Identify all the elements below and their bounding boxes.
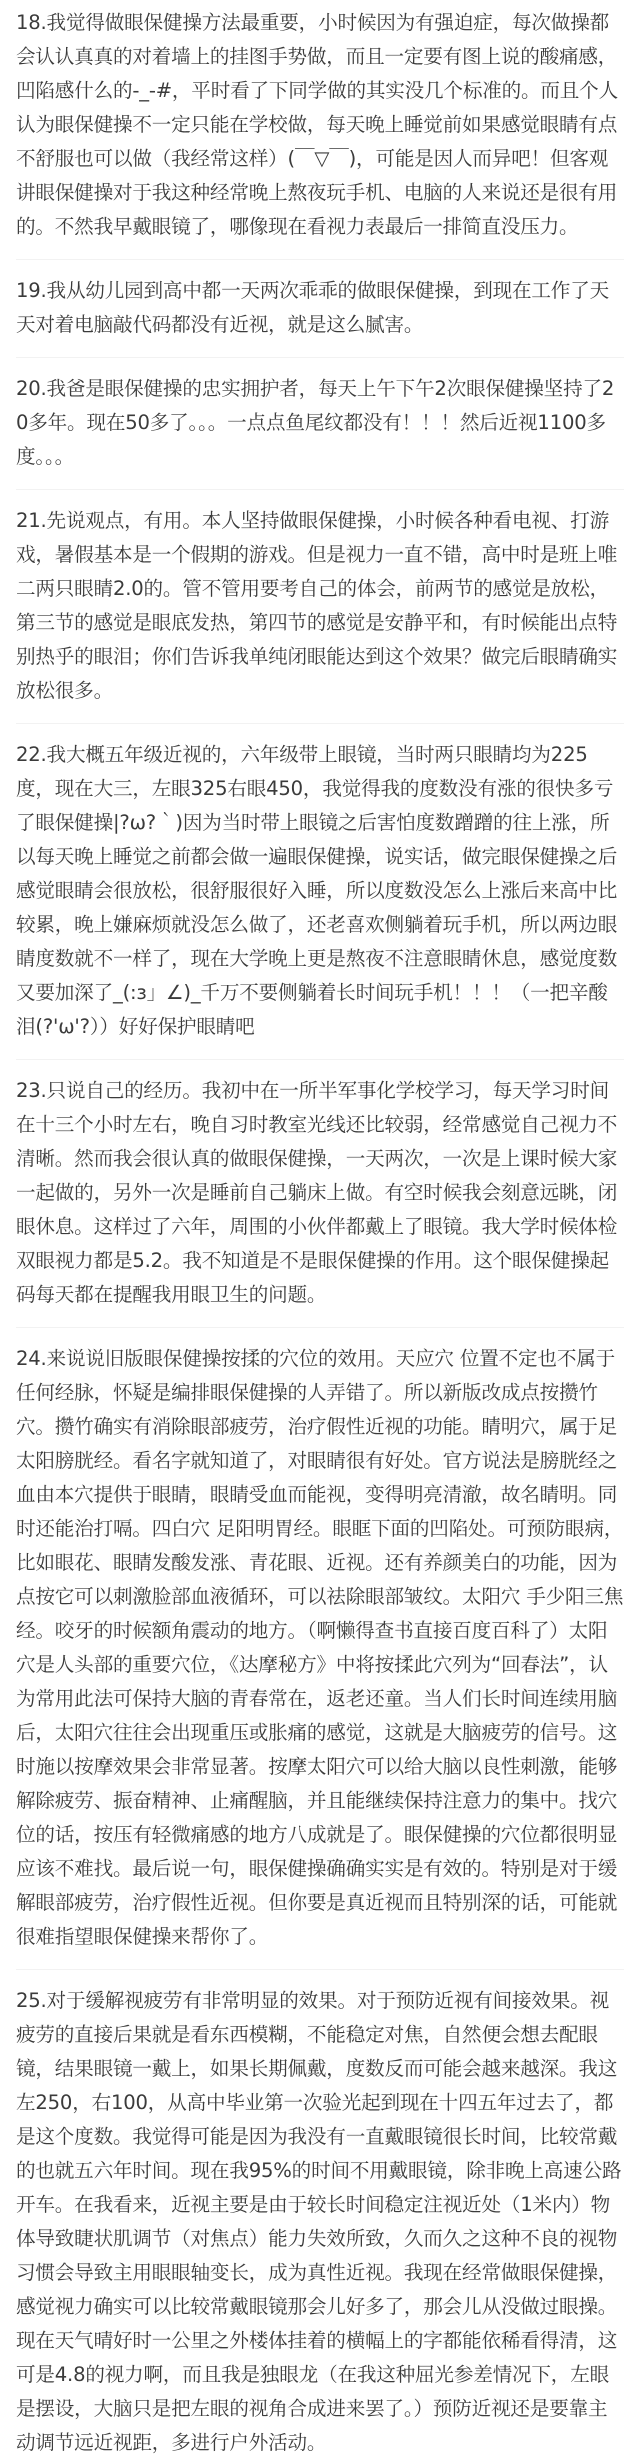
divider bbox=[16, 489, 624, 490]
comment-text: 18.我觉得做眼保健操方法最重要，小时候因为有强迫症，每次做操都会认认真真的对着墙上的挂图手势做，而且一定要有图上说的酸痛感，凹陷感什么的-_-#，平时看了下同学做的其实没几个标准的。而且个人认为眼保健操不一定只能在学校做，每天晚上睡觉前如果感觉眼睛有点不舒服也可以做（我经常这样）(￣▽￣)，可能是因人而异吧！但客观讲眼保健操对于我这种经常晚上熬夜玩手机、电脑的人来说还是很有用的。不然我早戴眼镜了，哪像现在看视力表最后一排简直没压力。 bbox=[16, 11, 618, 238]
divider bbox=[16, 1969, 624, 1970]
comment-text: 22.我大概五年级近视的，六年级带上眼镜，当时两只眼睛均为225度，现在大三，左眼325右眼450，我觉得我的度数没有涨的很快多亏了眼保健操|?ω?｀)因为当时带上眼镜之后害怕度数蹭蹭的往上涨，所以每天晚上睡觉之前都会做一遍眼保健操，说实话，做完眼保健操之后感觉眼睛会很放松，很舒服很好入睡，所以度数没怎么上涨后来高中比较累，晚上嫌麻烦就没怎么做了，还老喜欢侧躺着玩手机，所以两边眼睛度数就不一样了，现在大学晚上更是熬夜不注意眼睛休息，感觉度数又要加深了_(:з」∠)_千万不要侧躺着长时间玩手机！！！（一把辛酸泪(?'ω'?））好好保护眼睛吧 bbox=[16, 743, 618, 1038]
comment-item-19 bbox=[16, 274, 624, 342]
divider bbox=[16, 723, 624, 724]
comment-item-25 bbox=[16, 1984, 624, 2460]
comment-item-24 bbox=[16, 1342, 624, 1954]
comment-item-23 bbox=[16, 1074, 624, 1312]
comment-text: 21.先说观点，有用。本人坚持做眼保健操，小时候各种看电视、打游戏，暑假基本是一个假期的游戏。但是视力一直不错，高中时是班上唯二两只眼睛2.0的。管不管用要考自己的体会，前两节的感觉是放松，第三节的感觉是眼底发热，第四节的感觉是安静平和，有时候能出点特别热乎的眼泪；你们告诉我单纯闭眼能达到这个效果？做完后眼睛确实放松很多。 bbox=[16, 509, 618, 702]
comment-text: 24.来说说旧版眼保健操按揉的穴位的效用。天应穴 位置不定也不属于任何经脉，怀疑是编排眼保健操的人弄错了。所以新版改成点按攒竹穴。攒竹确实有消除眼部疲劳，治疗假性近视的功能。睛明穴，属于足太阳膀胱经。看名字就知道了，对眼睛很有好处。官方说法是膀胱经之血由本穴提供于眼睛，眼睛受血而能视，变得明亮清澈，故名睛明。同时还能治打嗝。四白穴 足阳明胃经。眼眶下面的凹陷处。可预防眼病，比如眼花、眼睛发酸发涨、青花眼、近视。还有养颜美白的功能，因为点按它可以刺激脸部血液循环，可以祛除眼部皱纹。太阳穴 手少阳三焦经。咬牙的时候额角震动的地方。（啊懒得查书直接百度百科了）太阳穴是人头部的重要穴位，《达摩秘方》中将按揉此穴列为“回春法”，认为常用此法可保持大脑的青春常在，返老还童。当人们长时间连续用脑后，太阳穴往往会出现重压或胀痛的感觉，这就是大脑疲劳的信号。这时施以按摩效果会非常显著。按摩太阳穴可以给大脑以良性刺激，能够解除疲劳、振奋精神、止痛醒脑，并且能继续保持注意力的集中。找穴位的话，按压有轻微痛感的地方八成就是了。眼保健操的穴位都很明显应该不难找。最后说一句，眼保健操确确实实是有效的。特别是对于缓解眼部疲劳，治疗假性近视。但你要是真近视而且特别深的话，可能就很难指望眼保健操来帮你了。 bbox=[16, 1347, 624, 1948]
comment-item-18 bbox=[16, 6, 624, 244]
comment-text: 25.对于缓解视疲劳有非常明显的效果。对于预防近视有间接效果。视疲劳的直接后果就是看东西模糊，不能稳定对焦，自然便会想去配眼镜，结果眼镜一戴上，如果长期佩戴，度数反而可能会越来越深。我这左250，右100，从高中毕业第一次验光起到现在十四五年过去了，都是这个度数。我觉得可能是因为我没有一直戴眼镜很长时间，比较常戴的也就五六年时间。现在我95%的时间不用戴眼镜，除非晚上高速公路开车。在我看来，近视主要是由于较长时间稳定注视近处（1米内）物体导致睫状肌调节（对焦点）能力失效所致，久而久之这种不良的视物习惯会导致主用眼眼轴变长，成为真性近视。我现在经常做眼保健操，感觉视力确实可以比较常戴眼镜那会儿好多了，那会儿从没做过眼操。现在天气晴好时一公里之外楼体挂着的横幅上的字都能依稀看得清，这可是4.8的视力啊，而且我是独眼龙（在我这种屈光参差情况下，左眼是摆设，大脑只是把左眼的视角合成进来罢了。）预防近视还是要靠主动调节远近视距，多进行户外活动。 bbox=[16, 1989, 622, 2454]
comment-text: 23.只说自己的经历。我初中在一所半军事化学校学习，每天学习时间在十三个小时左右，晚自习时教室光线还比较弱，经常感觉自己视力不清晰。然而我会很认真的做眼保健操，一天两次，一次是上课时候大家一起做的，另外一次是睡前自己躺床上做。有空时候我会刻意远眺，闭眼休息。这样过了六年，周围的小伙伴都戴上了眼镜。我大学时候体检双眼视力都是5.2。我不知道是不是眼保健操的作用。这个眼保健操起码每天都在提醒我用眼卫生的问题。 bbox=[16, 1079, 618, 1306]
divider bbox=[16, 1327, 624, 1328]
comment-text: 19.我从幼儿园到高中都一天两次乖乖的做眼保健操，到现在工作了天天对着电脑敲代码都没有近视，就是这么腻害。 bbox=[16, 279, 609, 336]
comment-item-20 bbox=[16, 372, 624, 474]
divider bbox=[16, 259, 624, 260]
comment-item-21 bbox=[16, 504, 624, 708]
divider bbox=[16, 1059, 624, 1060]
comment-text: 20.我爸是眼保健操的忠实拥护者，每天上午下午2次眼保健操坚持了20多年。现在50多了。。。一点点鱼尾纹都没有！！！然后近视1100多度。。。 bbox=[16, 377, 615, 468]
divider bbox=[16, 357, 624, 358]
comment-item-22 bbox=[16, 738, 624, 1044]
